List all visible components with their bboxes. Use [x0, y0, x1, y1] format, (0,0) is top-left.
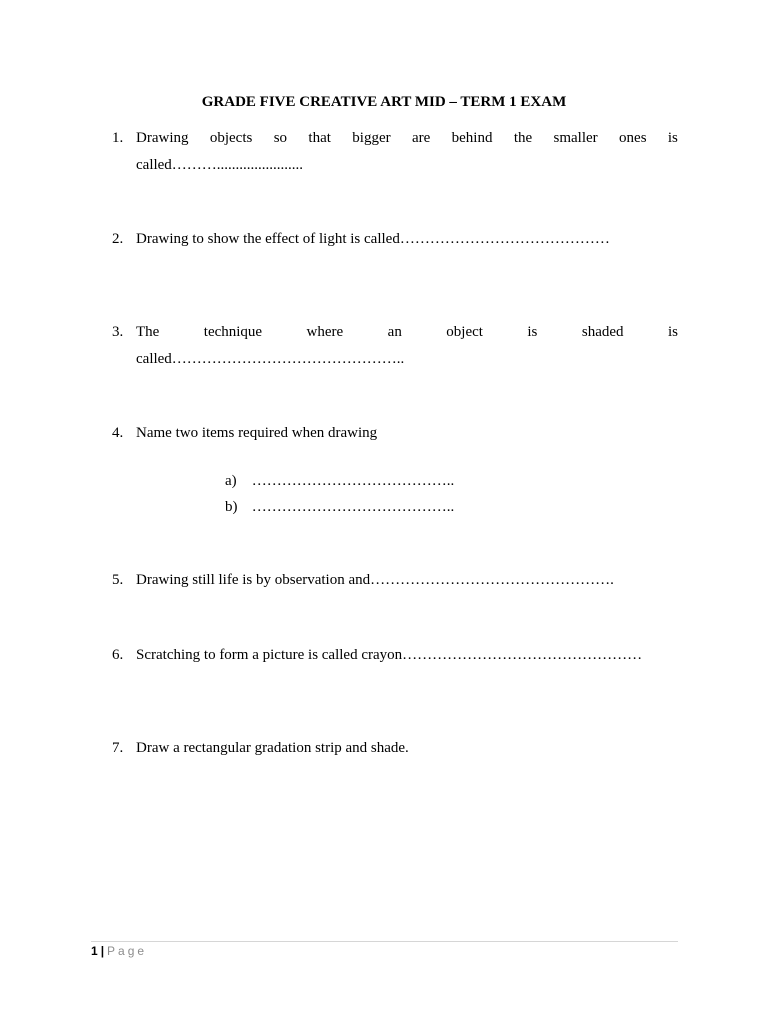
question-4 [112, 420, 678, 447]
page-label: Page [107, 944, 148, 958]
word: is [667, 130, 678, 146]
question-text-line [136, 125, 678, 152]
subitem-a [225, 468, 454, 494]
question-7 [112, 735, 678, 762]
word: shaded [581, 324, 624, 340]
word: The [136, 324, 160, 340]
word: smaller [553, 130, 598, 146]
question-text: Scratching to form a picture is called crayon………………………………………… [136, 647, 643, 663]
word: an [387, 324, 402, 340]
question-number: 6. [112, 647, 124, 663]
word: the [513, 130, 533, 146]
question-6 [112, 642, 678, 669]
question-number: 3. [112, 324, 124, 340]
subitem-label: b) [225, 499, 238, 515]
word: ones [619, 130, 647, 146]
question-number: 4. [112, 425, 124, 441]
question-1 [112, 125, 678, 179]
question-text: Name two items required when drawing [136, 425, 378, 441]
question-2 [112, 226, 678, 253]
footer-separator: | [100, 944, 105, 958]
question-number: 7. [112, 740, 124, 756]
word: object [446, 324, 483, 340]
answer-blank: called……………………………………….. [136, 351, 405, 367]
answer-blank: called………....................... [136, 157, 304, 173]
subitem-b [225, 494, 454, 520]
word: where [306, 324, 344, 340]
word: technique [203, 324, 263, 340]
question-number: 2. [112, 231, 124, 247]
question-text: Drawing still life is by observation and…………………………………………. [136, 572, 614, 588]
question-text: Drawing to show the effect of light is called…………………………………… [136, 231, 610, 247]
answer-blank: ………………………………….. [251, 473, 455, 489]
word: so [273, 130, 288, 146]
word: is [527, 324, 538, 340]
word: objects [209, 130, 253, 146]
word: behind [451, 130, 493, 146]
word: bigger [352, 130, 391, 146]
question-text: Draw a rectangular gradation strip and shade. [136, 740, 409, 756]
answer-blank: ………………………………….. [251, 499, 455, 515]
word: that [308, 130, 331, 146]
word: is [667, 324, 678, 340]
footer-divider [91, 941, 678, 942]
subitem-label: a) [225, 473, 237, 489]
question-number: 5. [112, 572, 124, 588]
question-5 [112, 567, 678, 594]
page-footer [91, 943, 147, 959]
question-number: 1. [112, 130, 124, 146]
exam-title: GRADE FIVE CREATIVE ART MID – TERM 1 EXAM [201, 94, 567, 110]
word: Drawing [136, 130, 189, 146]
page-number: 1 [91, 944, 98, 958]
question-3 [112, 319, 678, 373]
question-text-line [136, 319, 678, 346]
word: are [411, 130, 431, 146]
